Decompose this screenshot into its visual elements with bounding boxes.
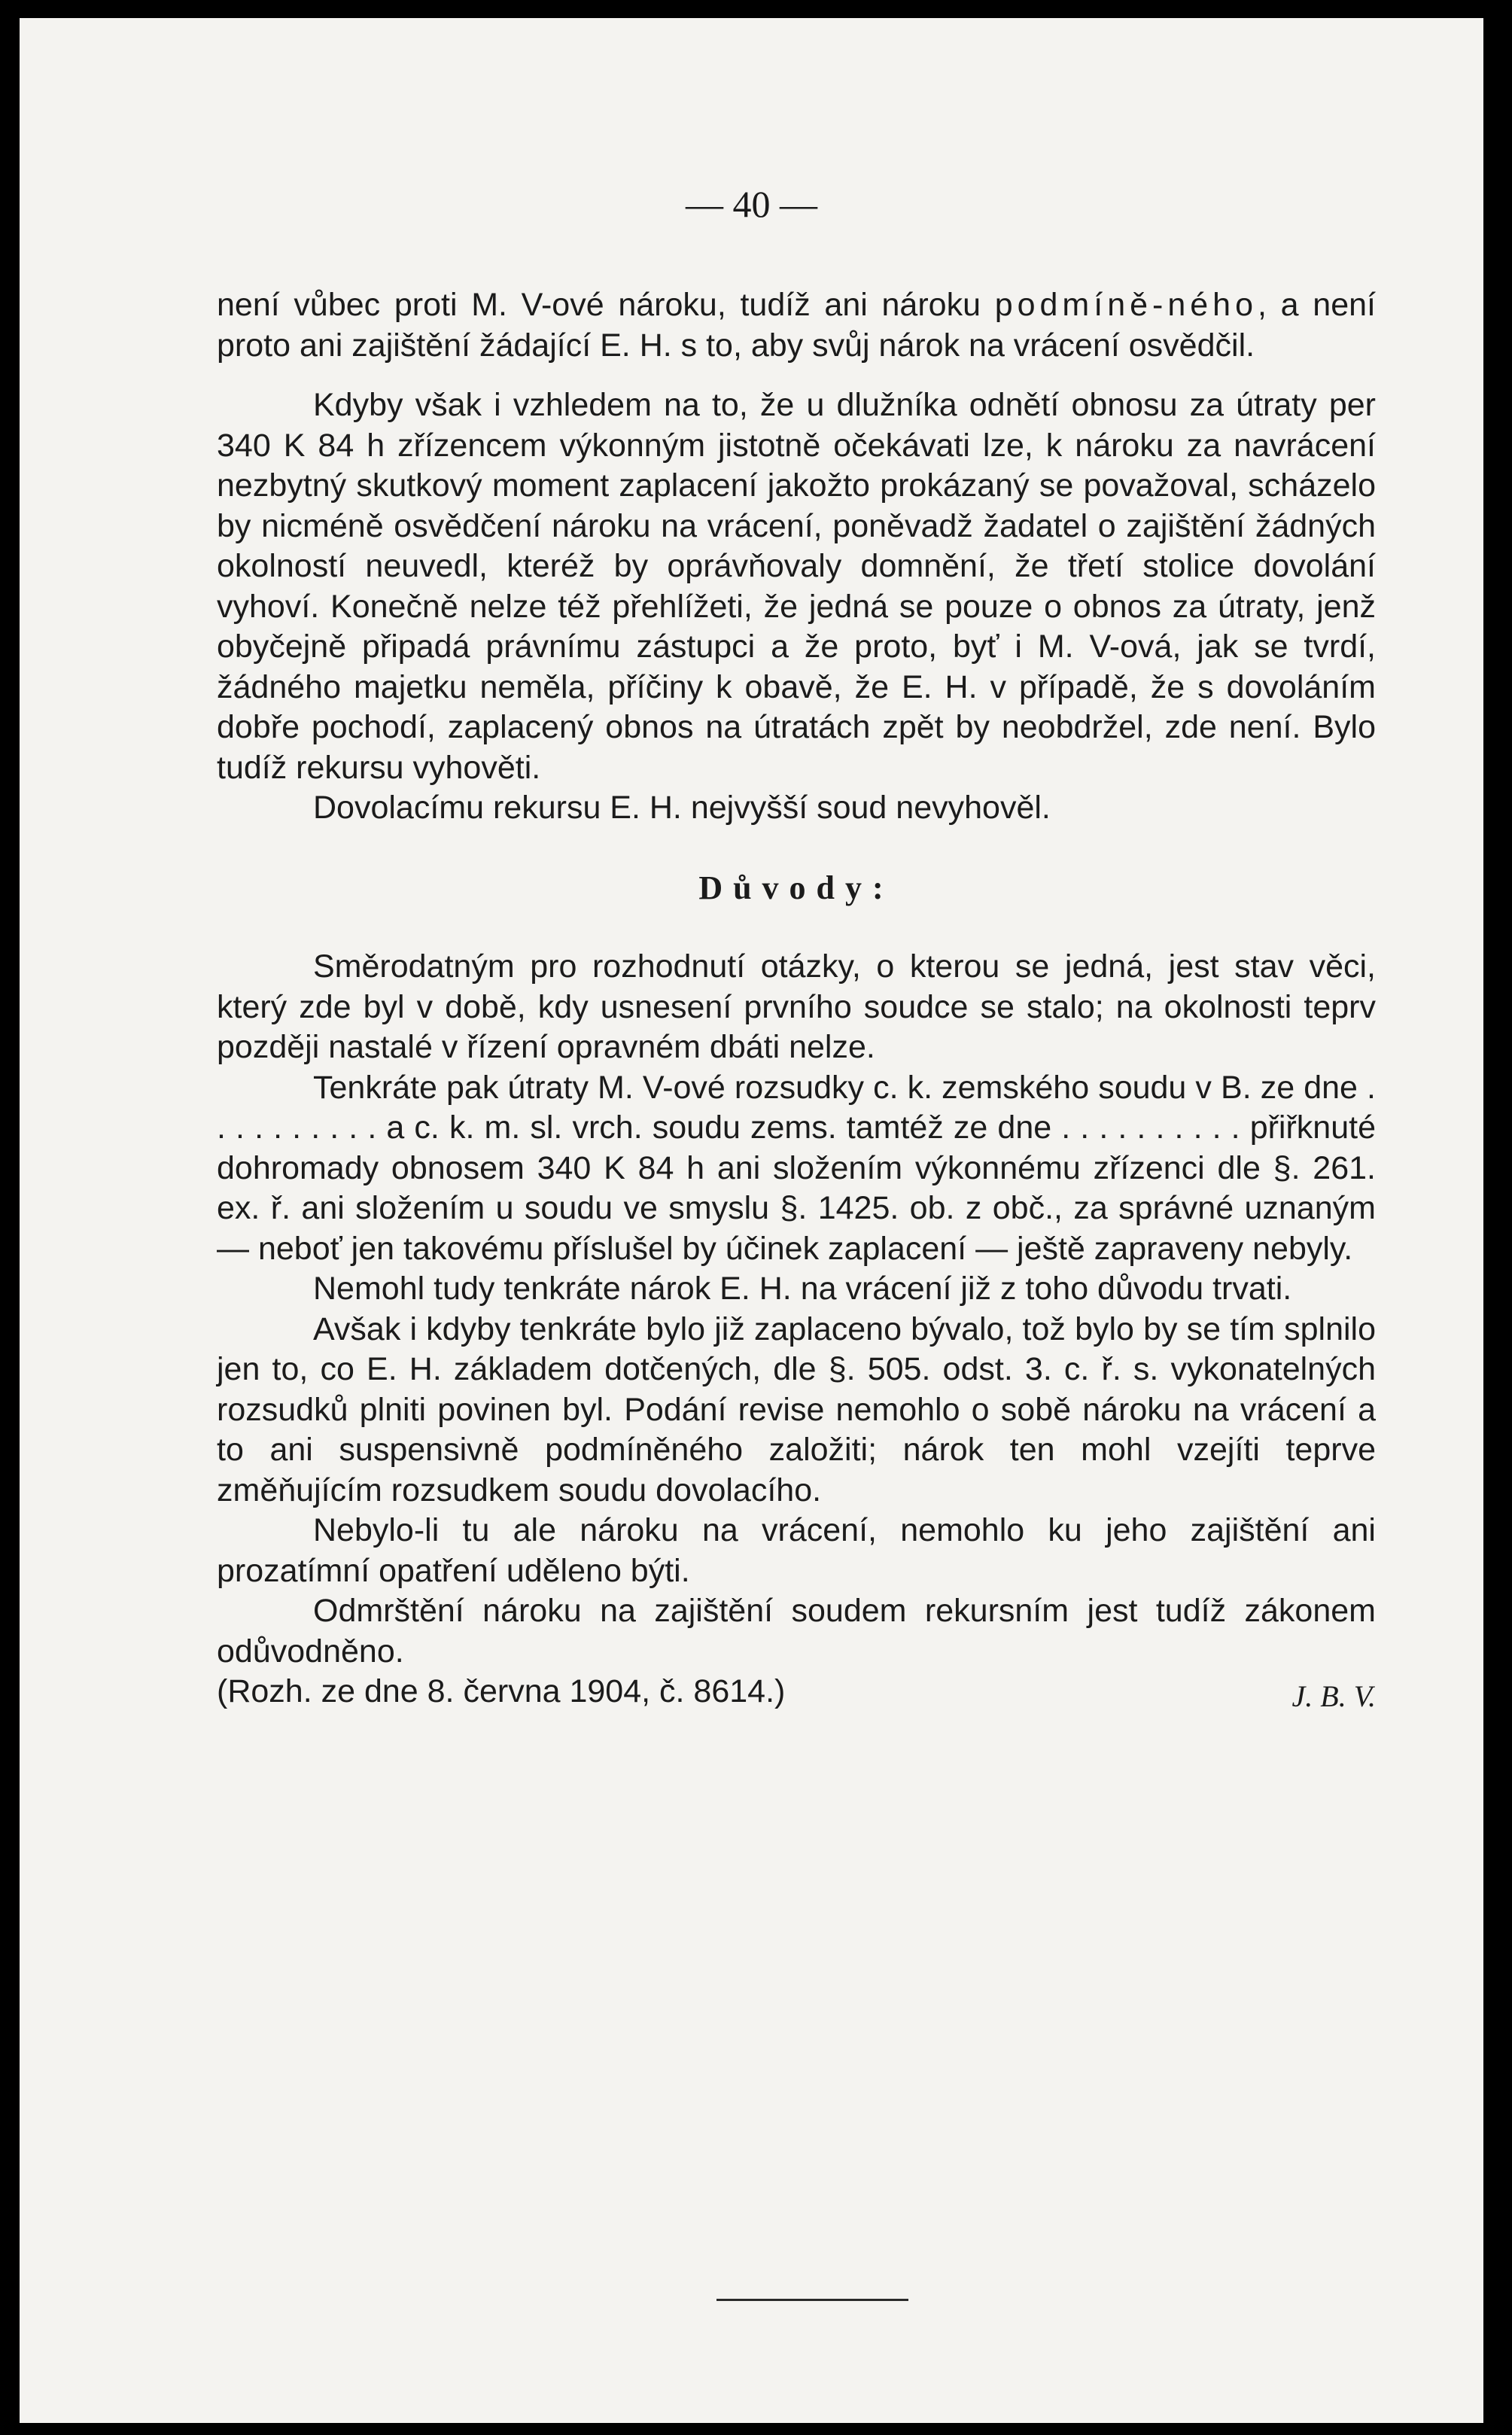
- paragraph-1-part-c: , a není proto ani zajištění žádající E. H. s to, aby svůj nárok na vrácení osvědčil.: [217, 287, 1376, 364]
- page-number: — 40 —: [686, 183, 817, 225]
- citation-line: [217, 1672, 1376, 1712]
- paragraph-7: Avšak i kdyby tenkráte bylo již zaplaceno bývalo, tož bylo by se tím splnilo jen to, co E. H. základem dotčených, dle §. 505. odst. 3. c. ř. s. vykonatelných rozsudků plniti povinen byl. Podání revise nemohlo o sobě nároku na vrácení a to ani suspensivně podmíněného založiti; nárok ten mohl vzejíti teprve změňujícím rozsudkem soudu dovolacího.: [217, 1310, 1376, 1508]
- paragraph-6: Nemohl tudy tenkráte nárok E. H. na vrácení již z toho důvodu trvati.: [313, 1271, 1292, 1307]
- paragraph-1-part-a: není vůbec proti M. V-ové nároku, tudíž ani nároku: [217, 287, 995, 323]
- citation: (Rozh. ze dne 8. června 1904, č. 8614.): [217, 1673, 786, 1709]
- paragraph-1: [217, 285, 1376, 366]
- signature: J. B. V.: [1291, 1679, 1376, 1713]
- paragraph-3: Dovolacímu rekursu E. H. nejvyšší soud nevyhověl.: [313, 790, 1051, 826]
- end-rule: [716, 2299, 908, 2301]
- body-text: [217, 285, 1376, 1712]
- paragraph-1-emphasis: podmíně-ného: [994, 287, 1258, 323]
- paragraph-8: Nebylo-li tu ale nároku na vrácení, nemohlo ku jeho zajištění ani prozatímní opatření uděleno býti.: [217, 1512, 1376, 1589]
- paragraph-2: Kdyby však i vzhledem na to, že u dlužníka odnětí obnosu za útraty per 340 K 84 h zřízencem výkonným jistotně očekávati lze, k nároku za navrácení nezbytný skutkový moment zaplacení jakožto prokázaný se považoval, scházelo by nicméně osvědčení nároku na vrácení, poněvadž žadatel o zajištění žádných okolností neuvedl, kteréž by oprávňovaly domnění, že třetí stolice dovolání vyhoví. Konečně nelze též přehlížeti, že jedná se pouze o obnos za útraty, jenž obyčejně připadá právnímu zástupci a že proto, byť i M. V-ová, jak se tvrdí, žádného majetku neměla, příčiny k obavě, že E. H. v případě, že s dovoláním dobře pochodí, zaplacený obnos na útratách zpět by neobdržel, zde není. Bylo tudíž rekursu vyhověti.: [217, 387, 1376, 786]
- section-heading: Důvody:: [698, 869, 894, 906]
- paragraph-5: Tenkráte pak útraty M. V-ové rozsudky c. k. zemského soudu v B. ze dne . . . . . . . . . . a c. k. m. sl. vrch. soudu zems. tamtéž ze dne . . . . . . . . . . přiřknuté dohromady obnosem 340 K 84 h ani složením výkonnému zřízenci dle §. 261. ex. ř. ani složením u soudu ve smyslu §. 1425. ob. z obč., za správné uznaným — neboť jen takovému příslušel by účinek zaplacení — ještě zapraveny nebyly.: [217, 1069, 1376, 1267]
- paragraph-9: Odmrštění nároku na zajištění soudem rekursním jest tudíž zákonem odůvodněno.: [217, 1593, 1376, 1669]
- paragraph-4: Směrodatným pro rozhodnutí otázky, o kterou se jedná, jest stav věci, který zde byl v době, kdy usnesení prvního soudce se stalo; na okolnosti teprv později nastalé v řízení opravném dbáti nelze.: [217, 948, 1376, 1065]
- document-page: [20, 18, 1483, 2423]
